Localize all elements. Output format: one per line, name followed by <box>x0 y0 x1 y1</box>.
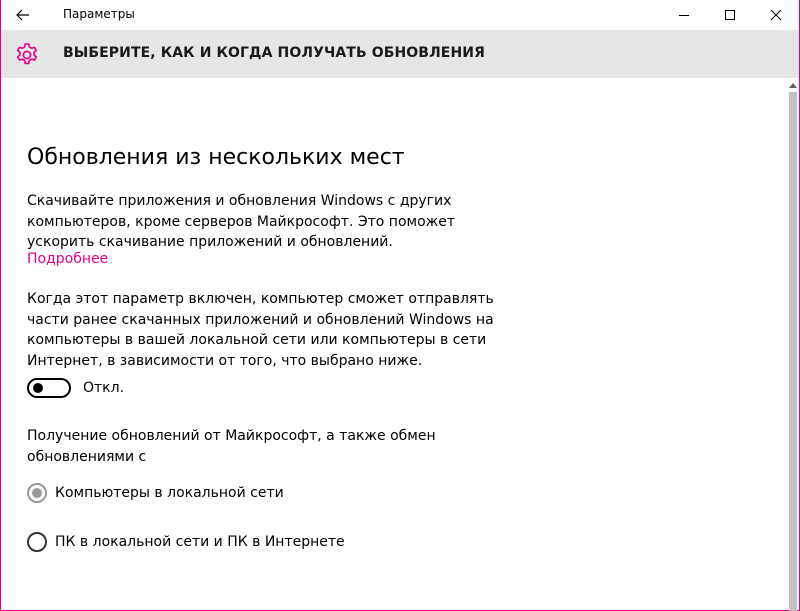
radio-label: ПК в локальной сети и ПК в Интернете <box>55 534 345 550</box>
gear-icon <box>13 41 41 69</box>
maximize-button[interactable] <box>707 0 753 30</box>
radio-button-selected[interactable] <box>27 483 47 503</box>
minimize-icon <box>679 10 689 20</box>
toggle-knob <box>33 383 43 393</box>
maximize-icon <box>725 10 735 20</box>
close-icon <box>771 10 781 20</box>
toggle-description: Когда этот параметр включен, компьютер сможет отправлять части ранее скачанных приложений и обновлений Windows на компьютеры в вашей локальной сети или компьютеры в сети Интернет, в зависимости от того, что выбрано ниже. <box>27 291 494 369</box>
chevron-up-icon <box>789 83 797 88</box>
radio-button-unselected[interactable] <box>27 532 47 552</box>
delivery-optimization-toggle[interactable] <box>27 378 71 398</box>
close-button[interactable] <box>753 0 799 30</box>
title-bar <box>1 0 799 30</box>
toggle-state-label: Откл. <box>83 380 125 396</box>
options-label: Получение обновлений от Майкрософт, а также обмен обновлениями с <box>27 428 436 465</box>
scroll-up-button[interactable] <box>787 80 799 90</box>
vertical-scrollbar[interactable] <box>787 78 799 610</box>
window-title: Параметры <box>63 7 135 21</box>
section-title: Обновления из нескольких мест <box>27 145 405 170</box>
back-arrow-icon <box>16 9 30 21</box>
scroll-thumb[interactable] <box>789 92 797 611</box>
radio-option-local-and-internet[interactable] <box>27 532 345 552</box>
back-button[interactable] <box>7 0 39 30</box>
page-title: ВЫБЕРИТЕ, КАК И КОГДА ПОЛУЧАТЬ ОБНОВЛЕНИЯ <box>63 45 485 61</box>
minimize-button[interactable] <box>661 0 707 30</box>
radio-label: Компьютеры в локальной сети <box>55 485 284 501</box>
page-header <box>1 30 799 78</box>
section-description: Скачивайте приложения и обновления Windows с других компьютеров, кроме серверов Майкрософт. Это поможет ускорить скачивание приложений и обновлений. <box>27 193 456 250</box>
radio-option-local-network[interactable] <box>27 483 284 503</box>
learn-more-link[interactable]: Подробнее <box>27 251 109 267</box>
